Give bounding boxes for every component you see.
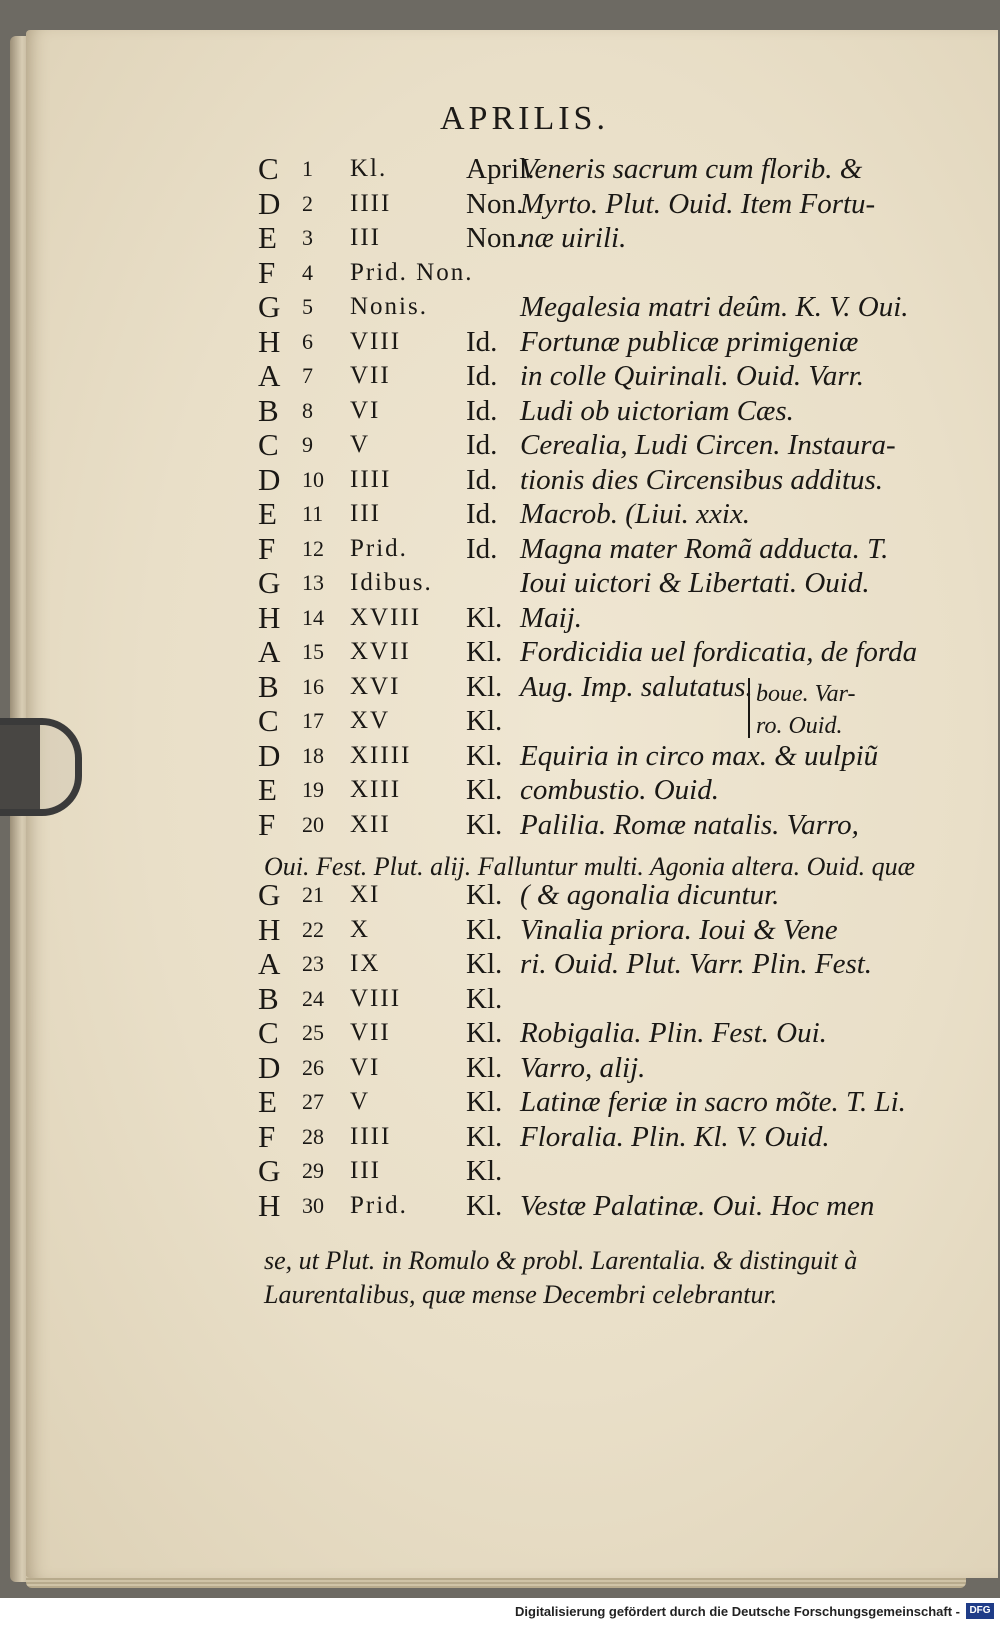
feast-note: Palilia. Romæ natalis. Varro, <box>520 808 859 841</box>
dominical-letter: C <box>258 151 279 186</box>
date-marker: Kl. <box>466 1155 503 1187</box>
dominical-letter: G <box>258 877 281 912</box>
date-marker: Kl. <box>466 1189 503 1222</box>
calendar-row <box>0 982 900 1016</box>
day-number: 15 <box>302 639 324 664</box>
day-number: 17 <box>302 708 324 733</box>
feast-note: næ uirili. <box>520 222 627 254</box>
side-note-line: ro. Ouid. <box>756 713 843 739</box>
feast-note: Magna mater Romã adducta. T. <box>520 532 889 565</box>
roman-count: IIII <box>350 1122 392 1150</box>
dominical-letter: D <box>258 1049 281 1085</box>
calendar-row <box>0 634 918 669</box>
footer-text: Digitalisierung gefördert durch die Deutsche Forschungsgemeinschaft - <box>515 1604 960 1619</box>
feast-note: Ioui uictori & Libertati. Ouid. <box>520 567 870 599</box>
calendar-row <box>0 152 900 186</box>
date-marker: Kl. <box>466 1051 503 1084</box>
roman-count: XV <box>350 707 391 734</box>
calendar-row <box>0 947 900 981</box>
date-marker: Id. <box>466 429 498 461</box>
calendar-row <box>0 808 900 842</box>
day-number: 4 <box>302 259 313 285</box>
dominical-letter: E <box>258 220 277 255</box>
dfg-logo: DFG <box>966 1603 994 1619</box>
roman-count: VII <box>350 362 391 389</box>
feast-note: in colle Quirinali. Ouid. Varr. <box>520 360 864 392</box>
roman-count: VIII <box>350 327 402 355</box>
day-number: 11 <box>302 501 324 526</box>
date-marker: Kl. <box>466 1017 503 1049</box>
calendar-row <box>0 1189 900 1223</box>
calendar-row <box>0 256 900 290</box>
roman-count: XVI <box>350 672 401 700</box>
roman-count: III <box>350 224 381 251</box>
date-marker: Kl. <box>466 774 503 806</box>
day-number: 28 <box>302 1123 324 1149</box>
feast-note: Vestæ Palatinæ. Oui. Hoc men <box>520 1189 875 1222</box>
dominical-letter: B <box>258 980 279 1016</box>
day-number: 12 <box>302 535 324 561</box>
feast-note: tionis dies Circensibus additus. <box>520 463 884 496</box>
date-marker: Kl. <box>466 879 503 911</box>
roman-count: Prid. <box>350 534 408 562</box>
dominical-letter: G <box>258 1153 281 1188</box>
dominical-letter: D <box>258 185 281 221</box>
day-number: 25 <box>302 1020 324 1045</box>
calendar-row <box>0 1120 900 1154</box>
roman-count: X <box>350 915 371 943</box>
day-number: 18 <box>302 742 324 768</box>
feast-note: Maij. <box>520 601 583 634</box>
day-number: 9 <box>302 432 313 457</box>
roman-count: III <box>350 1157 381 1184</box>
side-note-line: boue. Var- <box>756 681 856 707</box>
dominical-letter: C <box>258 1015 279 1050</box>
roman-count: XI <box>350 881 381 908</box>
roman-count: Prid. <box>350 1191 408 1219</box>
feast-note: Varro, alij. <box>520 1051 646 1084</box>
day-number: 10 <box>302 466 324 492</box>
date-marker: Kl. <box>466 636 503 668</box>
date-marker: Kl. <box>466 948 503 980</box>
continuation-line: Oui. Fest. Plut. alij. Falluntur multi. Agonia altera. Ouid. quæ <box>264 852 915 881</box>
footer-bar <box>0 1598 1000 1626</box>
feast-note: Fortunæ publicæ primigeniæ <box>520 325 859 358</box>
roman-count: Idibus. <box>350 569 433 596</box>
dominical-letter: E <box>258 772 277 807</box>
calendar-row <box>0 773 900 807</box>
date-marker: Kl. <box>466 739 503 772</box>
dominical-letter: F <box>258 1118 276 1154</box>
calendar-row <box>0 289 909 324</box>
feast-note: Cerealia, Ludi Circen. Instaura- <box>520 429 896 461</box>
roman-count: XIIII <box>350 741 412 769</box>
day-number: 16 <box>302 673 324 699</box>
day-number: 23 <box>302 951 324 976</box>
roman-count: VII <box>350 1019 391 1046</box>
roman-count: III <box>350 500 381 527</box>
feast-note: Vinalia priora. Ioui & Vene <box>520 913 838 946</box>
day-number: 24 <box>302 985 324 1011</box>
feast-note: Robigalia. Plin. Fest. Oui. <box>520 1017 827 1049</box>
day-number: 13 <box>302 570 324 595</box>
feast-note: Veneris sacrum cum florib. & <box>520 153 863 185</box>
side-note <box>748 678 866 738</box>
roman-count: Prid. Non. <box>350 258 474 286</box>
dominical-letter: C <box>258 703 279 738</box>
roman-count: XVII <box>350 638 411 665</box>
day-number: 3 <box>302 225 313 250</box>
dominical-letter: E <box>258 496 277 531</box>
calendar-row <box>0 739 900 773</box>
feast-note: Aug. Imp. salutatus. <box>520 670 753 703</box>
date-marker: Id. <box>466 498 498 530</box>
day-number: 14 <box>302 604 324 630</box>
day-number: 26 <box>302 1054 324 1080</box>
day-number: 8 <box>302 397 313 423</box>
dominical-letter: H <box>258 1187 281 1223</box>
date-marker: Id. <box>466 360 498 392</box>
roman-count: VIII <box>350 984 402 1012</box>
day-number: 19 <box>302 777 324 802</box>
calendar-row <box>0 1154 900 1188</box>
calendar-row <box>0 497 900 531</box>
day-number: 2 <box>302 190 313 216</box>
day-number: 20 <box>302 811 324 837</box>
roman-count: IIII <box>350 189 392 217</box>
calendar-row <box>0 1051 900 1085</box>
day-number: 30 <box>302 1192 324 1218</box>
date-marker: Kl. <box>466 1086 503 1118</box>
dominical-letter: B <box>258 668 279 704</box>
date-marker: April. <box>466 153 535 185</box>
calendar-row <box>0 359 900 393</box>
feast-note: Fordicidia uel fordicatia, de forda <box>520 636 918 668</box>
dominical-letter: A <box>258 946 281 981</box>
feast-note: Megalesia matri deûm. K. V. Oui. <box>520 291 909 323</box>
calendar-row <box>0 566 900 600</box>
date-marker: Id. <box>466 325 498 358</box>
feast-note: Ludi ob uictoriam Cæs. <box>520 394 794 427</box>
dominical-letter: E <box>258 1084 277 1119</box>
roman-count: VI <box>350 1053 381 1081</box>
dominical-letter: G <box>258 289 281 324</box>
dominical-letter: D <box>258 461 281 497</box>
feast-note: Latinæ feriæ in sacro mõte. T. Li. <box>520 1086 906 1118</box>
roman-count: V <box>350 431 371 458</box>
day-number: 22 <box>302 916 324 942</box>
calendar-row <box>0 1084 906 1119</box>
month-header: APRILIS. <box>440 100 609 137</box>
roman-count: VI <box>350 396 381 424</box>
calendar-row <box>0 325 900 359</box>
roman-count: XIII <box>350 776 402 803</box>
dominical-letter: F <box>258 806 276 842</box>
dominical-letter: A <box>258 358 281 393</box>
feast-note: Equiria in circo max. & uulpiũ <box>520 739 879 772</box>
dominical-letter: D <box>258 737 281 773</box>
dominical-letter: B <box>258 392 279 428</box>
calendar-row <box>0 187 900 221</box>
feast-note: ( & agonalia dicuntur. <box>520 879 780 911</box>
day-number: 7 <box>302 363 313 388</box>
dominical-letter: F <box>258 254 276 290</box>
date-marker: Id. <box>466 394 498 427</box>
calendar-row <box>0 601 900 635</box>
dominical-letter: H <box>258 911 281 947</box>
date-marker: Non. <box>466 222 524 254</box>
day-number: 5 <box>302 294 313 319</box>
date-marker: Id. <box>466 463 498 496</box>
calendar-row <box>0 428 900 462</box>
roman-count: XII <box>350 810 391 838</box>
date-marker: Kl. <box>466 982 503 1015</box>
date-marker: Kl. <box>466 913 503 946</box>
dominical-letter: F <box>258 530 276 566</box>
closing-line: Laurentalibus, quæ mense Decembri celebrantur. <box>264 1280 778 1309</box>
roman-count: XVIII <box>350 603 422 631</box>
feast-note: ri. Ouid. Plut. Varr. Plin. Fest. <box>520 948 873 980</box>
roman-count: V <box>350 1088 371 1115</box>
calendar-row <box>0 1016 900 1050</box>
feast-note: Myrto. Plut. Ouid. Item Fortu- <box>520 187 876 220</box>
day-number: 29 <box>302 1158 324 1183</box>
date-marker: Kl. <box>466 808 503 841</box>
calendar-row <box>0 221 900 255</box>
dominical-letter: H <box>258 323 281 359</box>
dominical-letter: A <box>258 634 281 669</box>
date-marker: Kl. <box>466 705 503 737</box>
feast-note: Floralia. Plin. Kl. V. Ouid. <box>520 1120 830 1153</box>
day-number: 27 <box>302 1089 324 1114</box>
calendar-row <box>0 913 900 947</box>
dominical-letter: G <box>258 565 281 600</box>
roman-count: Nonis. <box>350 293 428 320</box>
dominical-letter: H <box>258 599 281 635</box>
day-number: 6 <box>302 328 313 354</box>
date-marker: Id. <box>466 532 498 565</box>
day-number: 1 <box>302 156 313 181</box>
calendar-row <box>0 394 900 428</box>
date-marker: Kl. <box>466 1120 503 1153</box>
roman-count: Kl. <box>350 155 388 182</box>
calendar-row <box>0 463 900 497</box>
date-marker: Kl. <box>466 601 503 634</box>
roman-count: IX <box>350 950 381 977</box>
date-marker: Kl. <box>466 670 503 703</box>
calendar-row <box>0 532 900 566</box>
date-marker: Non. <box>466 187 524 220</box>
dominical-letter: C <box>258 427 279 462</box>
day-number: 21 <box>302 882 324 907</box>
feast-note: combustio. Ouid. <box>520 774 719 806</box>
roman-count: IIII <box>350 465 392 493</box>
closing-line: se, ut Plut. in Romulo & probl. Larentalia. & distinguit à <box>264 1246 858 1275</box>
feast-note: Macrob. (Liui. xxix. <box>520 498 751 530</box>
